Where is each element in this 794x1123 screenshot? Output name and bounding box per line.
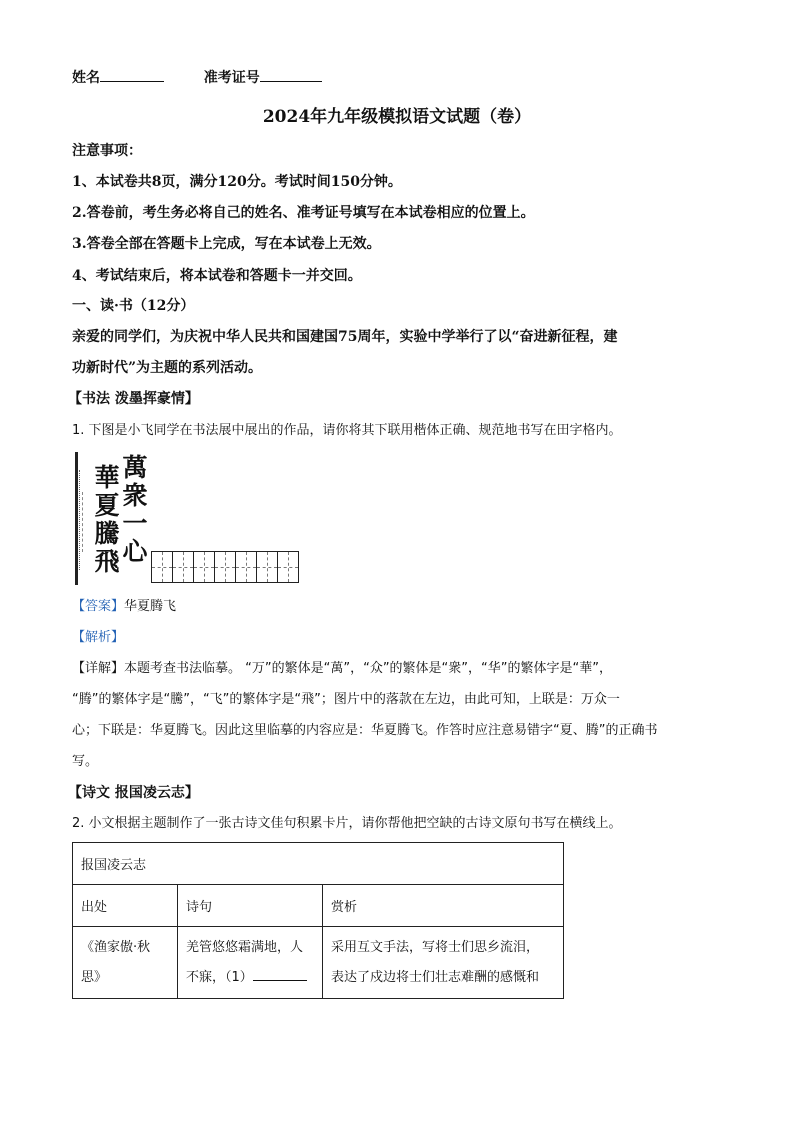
table-cell-verse bbox=[178, 927, 323, 999]
question-1: 1. 下图是小飞同学在书法展中展出的作品，请你将其下联用楷体正确、规范地书写在田字格内。 bbox=[72, 423, 622, 438]
tianzige-cell[interactable] bbox=[277, 551, 299, 583]
calligraphy-seal bbox=[82, 492, 85, 552]
section-intro-line: 功新时代”为主题的系列活动。 bbox=[72, 360, 263, 376]
candidate-info-line bbox=[72, 66, 322, 88]
poetry-card-table bbox=[72, 842, 564, 999]
analysis-label: 【解析】 bbox=[72, 630, 125, 645]
tianzige-cell[interactable] bbox=[235, 551, 257, 583]
tianzige-grid bbox=[152, 551, 299, 583]
tianzige-cell[interactable] bbox=[193, 551, 215, 583]
detail-line: 心；下联是：华夏腾飞。因此这里临摹的内容应是：华夏腾飞。作答时应注意易错字“夏、腾”的正确书 bbox=[72, 723, 658, 738]
source-line: 思》 bbox=[81, 969, 108, 985]
answer-line bbox=[72, 597, 176, 617]
name-blank[interactable] bbox=[100, 66, 164, 82]
calligraphy-lower-couplet: 華夏騰飛 bbox=[91, 464, 120, 576]
tianzige-cell[interactable] bbox=[256, 551, 278, 583]
detail-line bbox=[72, 659, 612, 679]
verse-line: 羌管悠悠霜满地，人 bbox=[186, 939, 304, 955]
detail-line: 写。 bbox=[72, 754, 99, 769]
verse-line-with-blank bbox=[186, 963, 314, 993]
exam-number-blank[interactable] bbox=[260, 66, 322, 82]
calligraphy-subheading: 【书法 泼墨挥豪情】 bbox=[68, 391, 199, 407]
verse-fill-blank[interactable] bbox=[253, 965, 307, 981]
poetry-subheading: 【诗文 报国凌云志】 bbox=[68, 785, 199, 801]
tianzige-cell[interactable] bbox=[214, 551, 236, 583]
table-header-source: 出处 bbox=[73, 885, 178, 927]
calligraphy-image bbox=[75, 452, 148, 585]
detail-label: 【详解】 bbox=[72, 661, 125, 676]
question-2: 2. 小文根据主题制作了一张古诗文佳句积累卡片，请你帮他把空缺的古诗文原句书写在横线上。 bbox=[72, 816, 622, 831]
calligraphy-upper-couplet: 萬衆一心 bbox=[119, 454, 148, 566]
analysis-line: 表达了戍边将士们壮志难酬的感慨和 bbox=[331, 969, 540, 985]
answer-label: 【答案】 bbox=[72, 599, 125, 614]
table-caption: 报国凌云志 bbox=[73, 843, 564, 885]
notice-heading: 注意事项： bbox=[72, 143, 142, 159]
section-intro-line: 亲爱的同学们，为庆祝中华人民共和国建国75周年，实验中学举行了以“奋进新征程，建 bbox=[72, 329, 618, 345]
notice-item: 3.答卷全部在答题卡上完成，写在本试卷上无效。 bbox=[72, 236, 381, 252]
name-label: 姓名 bbox=[72, 70, 100, 86]
detail-line: “腾”的繁体字是“騰”，“飞”的繁体字是“飛”；图片中的落款在左边，由此可知，上联是：万众一 bbox=[72, 692, 620, 707]
notice-item: 1、本试卷共8页，满分120分。考试时间150分钟。 bbox=[72, 174, 402, 190]
analysis-line: 采用互文手法，写将士们思乡流泪， bbox=[331, 939, 540, 955]
tianzige-cell[interactable] bbox=[172, 551, 194, 583]
table-header-analysis: 赏析 bbox=[323, 885, 564, 927]
detail-text: 本题考查书法临摹。 “万”的繁体是“萬”，“众”的繁体是“衆”，“华”的繁体字是“華”， bbox=[124, 661, 612, 676]
tianzige-cell[interactable] bbox=[151, 551, 173, 583]
page-title: 2024年九年级模拟语文试题（卷） bbox=[262, 107, 532, 127]
table-header-verse: 诗句 bbox=[178, 885, 323, 927]
section-heading: 一、读·书（12分） bbox=[72, 298, 195, 314]
verse-line: 不寐，（1） bbox=[186, 969, 253, 985]
exam-number-label: 准考证号 bbox=[203, 70, 260, 86]
source-line: 《渔家傲·秋 bbox=[81, 939, 151, 955]
table-cell-source bbox=[73, 927, 178, 999]
notice-item: 4、考试结束后，将本试卷和答题卡一并交回。 bbox=[72, 268, 362, 284]
table-cell-analysis bbox=[323, 927, 564, 999]
notice-item: 2.答卷前，考生务必将自己的姓名、准考证号填写在本试卷相应的位置上。 bbox=[72, 205, 535, 221]
answer-text: 华夏腾飞 bbox=[124, 599, 177, 614]
table-row bbox=[73, 927, 564, 999]
